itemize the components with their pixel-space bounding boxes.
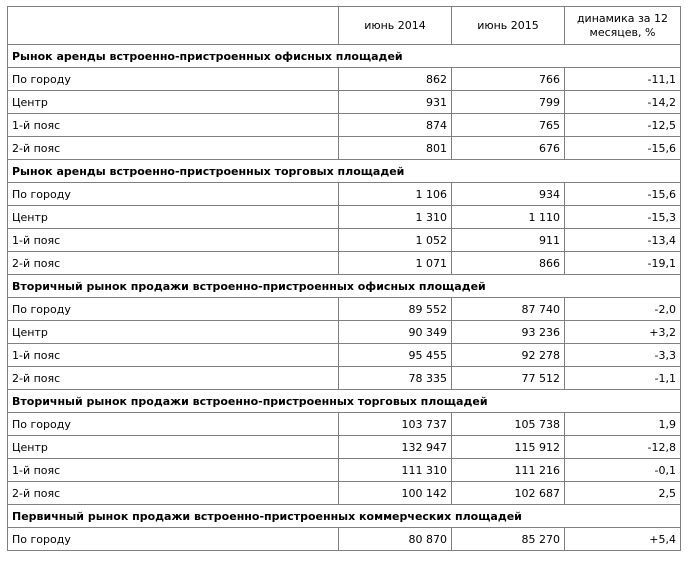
value-2015-cell: 799 [452, 91, 565, 114]
change-percent-cell: -11,1 [565, 68, 681, 91]
value-2015-cell: 934 [452, 183, 565, 206]
value-2014-cell: 80 870 [339, 528, 452, 551]
table-row [8, 413, 681, 436]
row-label-cell: 2-й пояс [8, 482, 339, 505]
value-2014-cell: 89 552 [339, 298, 452, 321]
value-2014-cell: 78 335 [339, 367, 452, 390]
section-header-row [8, 390, 681, 413]
table-body [8, 45, 681, 551]
change-percent-cell: +5,4 [565, 528, 681, 551]
value-2014-cell: 931 [339, 91, 452, 114]
table-row [8, 229, 681, 252]
change-percent-cell: -15,3 [565, 206, 681, 229]
section-header-row [8, 45, 681, 68]
value-2015-cell: 77 512 [452, 367, 565, 390]
table-row [8, 114, 681, 137]
value-2014-cell: 103 737 [339, 413, 452, 436]
section-header-row [8, 160, 681, 183]
change-percent-cell: -0,1 [565, 459, 681, 482]
value-2015-cell: 911 [452, 229, 565, 252]
change-percent-cell: -12,5 [565, 114, 681, 137]
value-2015-cell: 766 [452, 68, 565, 91]
table-row [8, 252, 681, 275]
section-title: Вторичный рынок продажи встроенно-пристроенных офисных площадей [8, 275, 681, 298]
value-2015-cell: 105 738 [452, 413, 565, 436]
change-percent-cell: -1,1 [565, 367, 681, 390]
section-title: Рынок аренды встроенно-пристроенных торговых площадей [8, 160, 681, 183]
value-2014-cell: 90 349 [339, 321, 452, 344]
row-label-cell: Центр [8, 206, 339, 229]
section-header-row [8, 275, 681, 298]
row-label-cell: 2-й пояс [8, 137, 339, 160]
table-row [8, 459, 681, 482]
row-label-cell: 1-й пояс [8, 114, 339, 137]
value-2015-cell: 765 [452, 114, 565, 137]
table-row [8, 298, 681, 321]
header-june-2015: июнь 2015 [452, 7, 565, 45]
value-2015-cell: 102 687 [452, 482, 565, 505]
value-2015-cell: 93 236 [452, 321, 565, 344]
row-label-cell: Центр [8, 321, 339, 344]
change-percent-cell: -12,8 [565, 436, 681, 459]
row-label-cell: 2-й пояс [8, 252, 339, 275]
value-2014-cell: 95 455 [339, 344, 452, 367]
change-percent-cell: 2,5 [565, 482, 681, 505]
change-percent-cell: -15,6 [565, 137, 681, 160]
table-row [8, 91, 681, 114]
row-label-cell: По городу [8, 298, 339, 321]
value-2015-cell: 676 [452, 137, 565, 160]
table-row [8, 344, 681, 367]
value-2015-cell: 92 278 [452, 344, 565, 367]
table-row [8, 183, 681, 206]
real-estate-table [7, 6, 681, 551]
row-label-cell: Центр [8, 91, 339, 114]
value-2015-cell: 115 912 [452, 436, 565, 459]
row-label-cell: По городу [8, 68, 339, 91]
section-header-row [8, 505, 681, 528]
change-percent-cell: -13,4 [565, 229, 681, 252]
table-row [8, 482, 681, 505]
table-row [8, 367, 681, 390]
value-2015-cell: 85 270 [452, 528, 565, 551]
change-percent-cell: -14,2 [565, 91, 681, 114]
value-2014-cell: 1 052 [339, 229, 452, 252]
row-label-cell: 1-й пояс [8, 229, 339, 252]
header-change-12m: динамика за 12 месяцев, % [565, 7, 681, 45]
value-2015-cell: 1 110 [452, 206, 565, 229]
change-percent-cell: 1,9 [565, 413, 681, 436]
row-label-cell: Центр [8, 436, 339, 459]
change-percent-cell: +3,2 [565, 321, 681, 344]
row-label-cell: По городу [8, 413, 339, 436]
value-2014-cell: 132 947 [339, 436, 452, 459]
header-row [8, 7, 681, 45]
value-2014-cell: 111 310 [339, 459, 452, 482]
change-percent-cell: -15,6 [565, 183, 681, 206]
row-label-cell: По городу [8, 183, 339, 206]
header-june-2014: июнь 2014 [339, 7, 452, 45]
change-percent-cell: -19,1 [565, 252, 681, 275]
table-row [8, 321, 681, 344]
value-2015-cell: 866 [452, 252, 565, 275]
table-row [8, 137, 681, 160]
section-title: Первичный рынок продажи встроенно-пристроенных коммерческих площадей [8, 505, 681, 528]
value-2015-cell: 87 740 [452, 298, 565, 321]
value-2014-cell: 801 [339, 137, 452, 160]
value-2014-cell: 100 142 [339, 482, 452, 505]
table-row [8, 436, 681, 459]
value-2014-cell: 1 310 [339, 206, 452, 229]
value-2015-cell: 111 216 [452, 459, 565, 482]
row-label-cell: По городу [8, 528, 339, 551]
table-row [8, 68, 681, 91]
row-label-cell: 1-й пояс [8, 459, 339, 482]
change-percent-cell: -3,3 [565, 344, 681, 367]
section-title: Рынок аренды встроенно-пристроенных офисных площадей [8, 45, 681, 68]
table-row [8, 206, 681, 229]
table-row [8, 528, 681, 551]
section-title: Вторичный рынок продажи встроенно-пристроенных торговых площадей [8, 390, 681, 413]
value-2014-cell: 1 071 [339, 252, 452, 275]
value-2014-cell: 1 106 [339, 183, 452, 206]
row-label-cell: 1-й пояс [8, 344, 339, 367]
value-2014-cell: 874 [339, 114, 452, 137]
change-percent-cell: -2,0 [565, 298, 681, 321]
value-2014-cell: 862 [339, 68, 452, 91]
header-empty-cell [8, 7, 339, 45]
row-label-cell: 2-й пояс [8, 367, 339, 390]
